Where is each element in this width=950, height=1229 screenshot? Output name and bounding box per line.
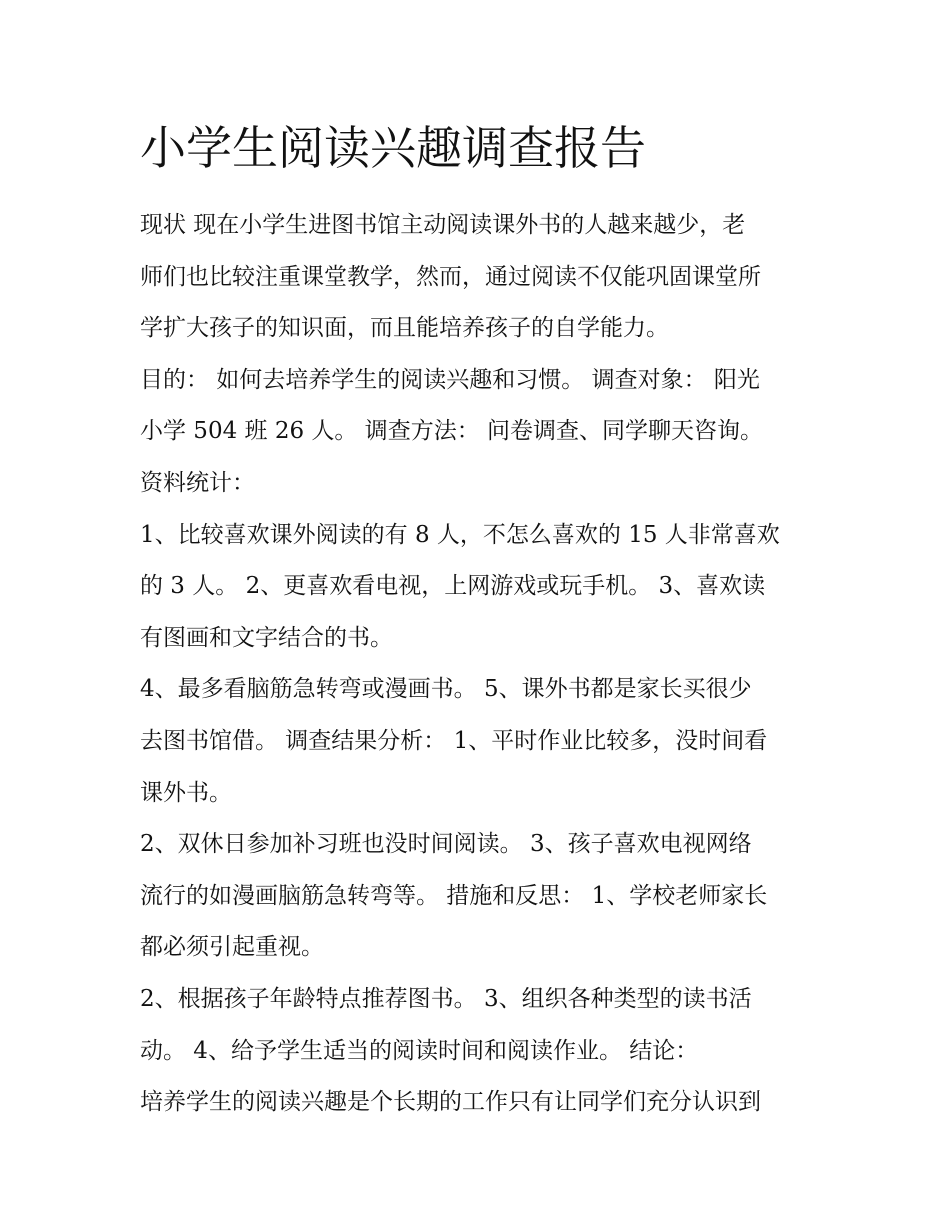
text-line: 有图画和文字结合的书。 xyxy=(140,624,393,651)
text-line: 的 3 人。 2、更喜欢看电视，上网游戏或玩手机。 3、喜欢读 xyxy=(140,573,766,600)
text-line: 学扩大孩子的知识面，而且能培养孩子的自学能力。 xyxy=(140,315,669,342)
text-line: 目的： 如何去培养学生的阅读兴趣和习惯。 调查对象： 阳光 xyxy=(140,366,760,393)
document-title: 小学生阅读兴趣调查报告 xyxy=(140,121,646,175)
text-line: 现状 现在小学生进图书馆主动阅读课外书的人越来越少，老 xyxy=(140,212,746,238)
text-line: 培养学生的阅读兴趣是个长期的工作只有让同学们充分认识到 xyxy=(140,1089,761,1116)
text-line: 4、最多看脑筋急转弯或漫画书。 5、课外书都是家长买很少 xyxy=(140,676,752,703)
text-line: 2、根据孩子年龄特点推荐图书。 3、组织各种类型的读书活 xyxy=(140,985,752,1012)
text-line: 2、双休日参加补习班也没时间阅读。 3、孩子喜欢电视网络 xyxy=(140,831,752,858)
text-line: 都必须引起重视。 xyxy=(140,934,324,961)
text-line: 动。 4、给予学生适当的阅读时间和阅读作业。 结论： xyxy=(140,1037,699,1064)
text-line: 小学 504 班 26 人。 调查方法： 问卷调查、同学聊天咨询。 xyxy=(140,418,764,445)
text-line: 去图书馆借。 调查结果分析： 1、平时作业比较多，没时间看 xyxy=(140,727,768,754)
text-line: 流行的如漫画脑筋急转弯等。 措施和反思： 1、学校老师家长 xyxy=(140,882,768,909)
text-line: 1、比较喜欢课外阅读的有 8 人，不怎么喜欢的 15 人非常喜欢 xyxy=(140,521,780,548)
document-body xyxy=(140,200,830,1129)
text-line: 资料统计： xyxy=(140,469,255,496)
text-line: 课外书。 xyxy=(140,779,232,806)
text-line: 师们也比较注重课堂教学，然而，通过阅读不仅能巩固课堂所 xyxy=(140,263,761,290)
